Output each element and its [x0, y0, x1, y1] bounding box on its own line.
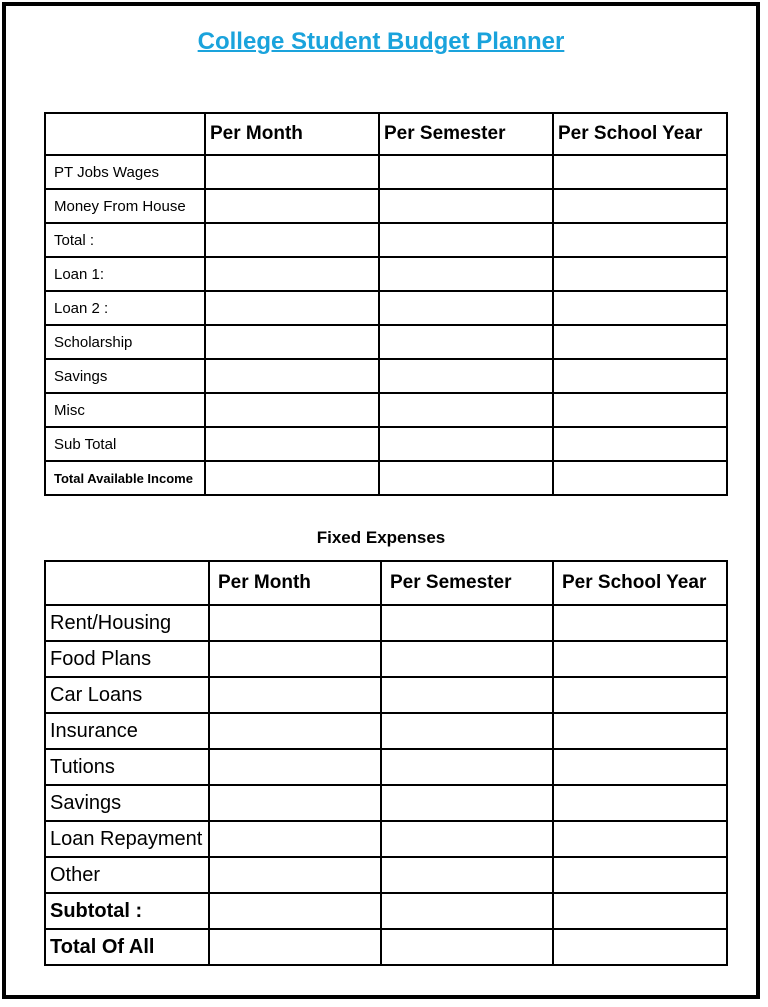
table-row — [45, 189, 727, 223]
amount-cell-per-month[interactable] — [205, 393, 379, 427]
row-label: Rent/Housing — [45, 605, 209, 641]
amount-cell-per-semester[interactable] — [379, 359, 553, 393]
row-label: Subtotal : — [45, 893, 209, 929]
amount-cell-per-month[interactable] — [205, 359, 379, 393]
expense-header-row — [45, 561, 727, 605]
amount-cell-per-semester[interactable] — [381, 641, 553, 677]
income-header-per-school-year: Per School Year — [553, 113, 727, 155]
income-header-per-semester: Per Semester — [379, 113, 553, 155]
row-label: Insurance — [45, 713, 209, 749]
row-label: Total Of All — [45, 929, 209, 965]
expense-header-blank — [45, 561, 209, 605]
amount-cell-per-school-year[interactable] — [553, 605, 727, 641]
amount-cell-per-school-year[interactable] — [553, 713, 727, 749]
table-row — [45, 893, 727, 929]
amount-cell-per-month[interactable] — [209, 713, 381, 749]
table-row — [45, 393, 727, 427]
amount-cell-per-month[interactable] — [209, 605, 381, 641]
amount-cell-per-school-year[interactable] — [553, 785, 727, 821]
table-row — [45, 257, 727, 291]
expense-table-body — [45, 605, 727, 965]
amount-cell-per-school-year[interactable] — [553, 427, 727, 461]
amount-cell-per-semester[interactable] — [379, 155, 553, 189]
amount-cell-per-month[interactable] — [209, 857, 381, 893]
expense-header-per-semester: Per Semester — [381, 561, 553, 605]
table-row — [45, 929, 727, 965]
table-row — [45, 749, 727, 785]
amount-cell-per-school-year[interactable] — [553, 189, 727, 223]
table-row — [45, 325, 727, 359]
amount-cell-per-month[interactable] — [209, 677, 381, 713]
amount-cell-per-semester[interactable] — [381, 713, 553, 749]
amount-cell-per-school-year[interactable] — [553, 359, 727, 393]
income-header-per-month: Per Month — [205, 113, 379, 155]
amount-cell-per-school-year[interactable] — [553, 857, 727, 893]
income-header-row — [45, 113, 727, 155]
table-row — [45, 291, 727, 325]
amount-cell-per-school-year[interactable] — [553, 325, 727, 359]
amount-cell-per-school-year[interactable] — [553, 821, 727, 857]
amount-cell-per-month[interactable] — [205, 155, 379, 189]
table-row — [45, 713, 727, 749]
table-row — [45, 461, 727, 495]
amount-cell-per-month[interactable] — [205, 257, 379, 291]
amount-cell-per-month[interactable] — [205, 325, 379, 359]
amount-cell-per-semester[interactable] — [381, 749, 553, 785]
amount-cell-per-school-year[interactable] — [553, 929, 727, 965]
row-label: Tutions — [45, 749, 209, 785]
table-row — [45, 359, 727, 393]
row-label: Scholarship — [45, 325, 205, 359]
row-label: Total : — [45, 223, 205, 257]
row-label: Savings — [45, 785, 209, 821]
amount-cell-per-month[interactable] — [205, 189, 379, 223]
expense-table — [44, 560, 728, 966]
income-table — [44, 112, 728, 496]
amount-cell-per-month[interactable] — [205, 291, 379, 325]
row-label: Other — [45, 857, 209, 893]
table-row — [45, 677, 727, 713]
row-label: Food Plans — [45, 641, 209, 677]
amount-cell-per-month[interactable] — [209, 929, 381, 965]
income-header-blank — [45, 113, 205, 155]
budget-page — [2, 2, 760, 999]
amount-cell-per-month[interactable] — [205, 223, 379, 257]
amount-cell-per-school-year[interactable] — [553, 893, 727, 929]
row-label: Loan 1: — [45, 257, 205, 291]
row-label: Sub Total — [45, 427, 205, 461]
table-row — [45, 857, 727, 893]
amount-cell-per-semester[interactable] — [379, 189, 553, 223]
row-label: Car Loans — [45, 677, 209, 713]
amount-cell-per-month[interactable] — [209, 893, 381, 929]
row-label: Savings — [45, 359, 205, 393]
amount-cell-per-semester[interactable] — [381, 605, 553, 641]
amount-cell-per-school-year[interactable] — [553, 641, 727, 677]
table-row — [45, 821, 727, 857]
amount-cell-per-semester[interactable] — [379, 393, 553, 427]
amount-cell-per-month[interactable] — [209, 749, 381, 785]
fixed-expenses-title: Fixed Expenses — [316, 528, 446, 547]
amount-cell-per-school-year[interactable] — [553, 223, 727, 257]
amount-cell-per-semester[interactable] — [379, 223, 553, 257]
amount-cell-per-semester[interactable] — [381, 785, 553, 821]
amount-cell-per-semester[interactable] — [379, 257, 553, 291]
table-row — [45, 785, 727, 821]
amount-cell-per-semester[interactable] — [379, 325, 553, 359]
amount-cell-per-semester[interactable] — [381, 821, 553, 857]
amount-cell-per-semester[interactable] — [379, 291, 553, 325]
amount-cell-per-month[interactable] — [205, 427, 379, 461]
amount-cell-per-month[interactable] — [209, 785, 381, 821]
amount-cell-per-month[interactable] — [209, 641, 381, 677]
row-label: PT Jobs Wages — [45, 155, 205, 189]
table-row — [45, 641, 727, 677]
amount-cell-per-school-year[interactable] — [553, 461, 727, 495]
row-label: Misc — [45, 393, 205, 427]
amount-cell-per-semester[interactable] — [381, 857, 553, 893]
table-row — [45, 427, 727, 461]
amount-cell-per-semester[interactable] — [381, 893, 553, 929]
expense-header-per-month: Per Month — [209, 561, 381, 605]
row-label: Loan 2 : — [45, 291, 205, 325]
row-label: Total Available Income — [45, 461, 205, 495]
amount-cell-per-semester[interactable] — [381, 677, 553, 713]
table-row — [45, 605, 727, 641]
amount-cell-per-school-year[interactable] — [553, 291, 727, 325]
amount-cell-per-school-year[interactable] — [553, 677, 727, 713]
amount-cell-per-semester[interactable] — [381, 929, 553, 965]
table-row — [45, 223, 727, 257]
expense-header-per-school-year: Per School Year — [553, 561, 727, 605]
amount-cell-per-school-year[interactable] — [553, 257, 727, 291]
row-label: Money From House — [45, 189, 205, 223]
income-table-body — [45, 155, 727, 495]
page-title: College Student Budget Planner — [197, 28, 565, 55]
amount-cell-per-semester[interactable] — [379, 427, 553, 461]
amount-cell-per-semester[interactable] — [379, 461, 553, 495]
amount-cell-per-school-year[interactable] — [553, 749, 727, 785]
amount-cell-per-school-year[interactable] — [553, 155, 727, 189]
amount-cell-per-school-year[interactable] — [553, 393, 727, 427]
amount-cell-per-month[interactable] — [209, 821, 381, 857]
amount-cell-per-month[interactable] — [205, 461, 379, 495]
table-row — [45, 155, 727, 189]
row-label: Loan Repayment — [45, 821, 209, 857]
